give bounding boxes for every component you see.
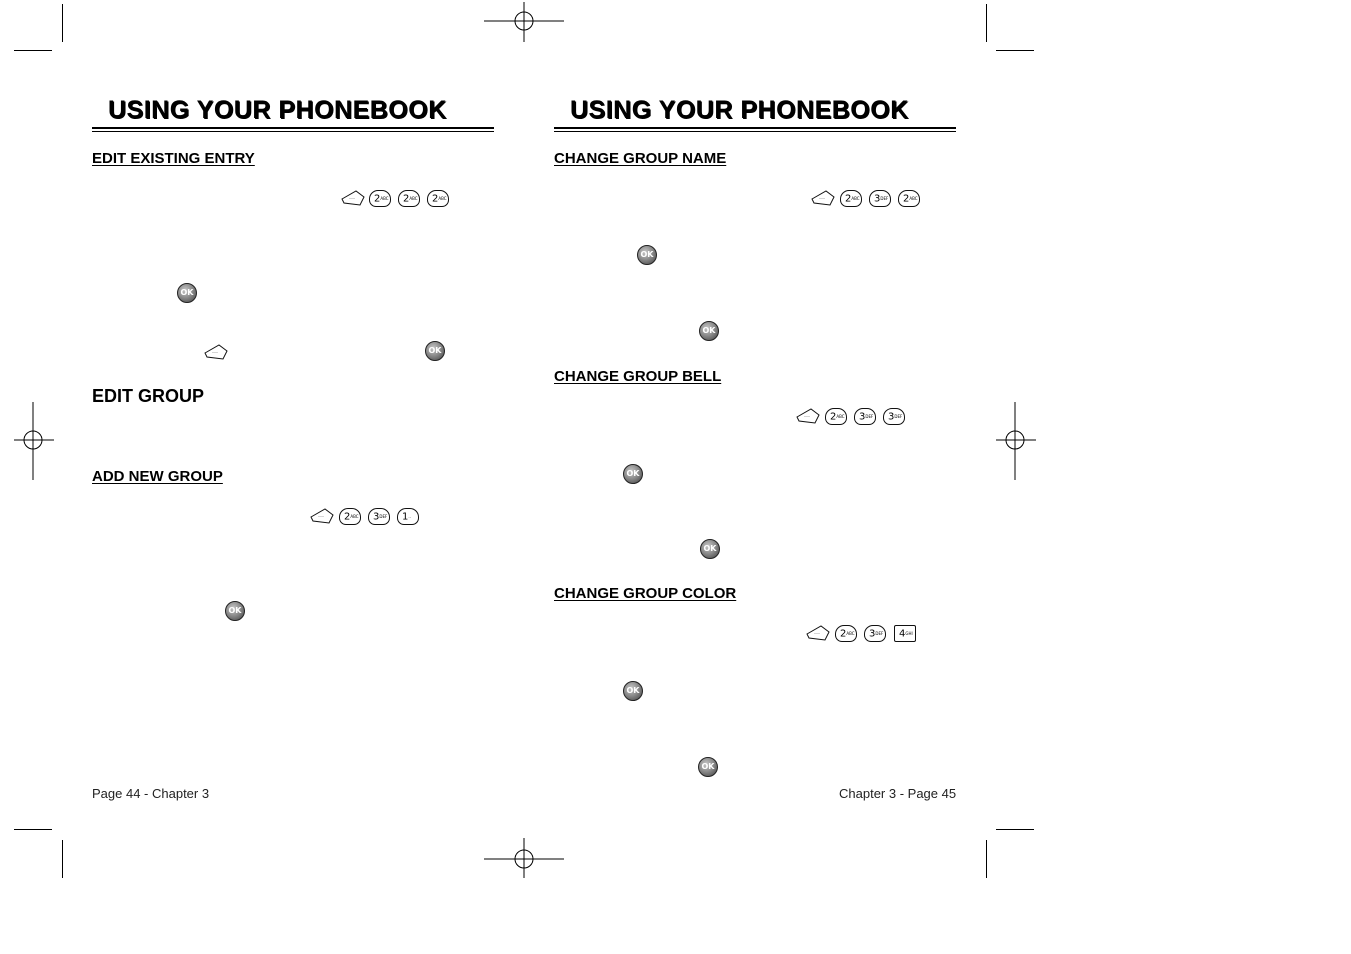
registration-mark-bottom [484, 838, 564, 878]
key-3-icon: 3DEF [854, 408, 876, 425]
svg-text:···: ··· [318, 514, 324, 520]
page-footer: Page 44 - Chapter 3 [92, 786, 210, 801]
menu-softkey-icon [203, 343, 229, 363]
menu-softkey-icon [340, 189, 366, 209]
key-3-icon: 3DEF [869, 190, 891, 207]
svg-text:···: ··· [814, 631, 820, 637]
ok-key-icon: OK [623, 464, 643, 484]
page-title: USING YOUR PHONEBOOK [108, 96, 447, 124]
section-heading-change-group-bell: CHANGE GROUP BELL [554, 368, 722, 385]
section-heading-change-group-name: CHANGE GROUP NAME [554, 150, 727, 167]
key-2-icon: 2ABC [825, 408, 847, 425]
menu-softkey-icon [795, 407, 821, 427]
key-2-icon: 2ABC [840, 190, 862, 207]
registration-mark-left [14, 402, 54, 480]
registration-mark-top [484, 2, 564, 42]
svg-text:···: ··· [819, 196, 825, 202]
key-3-icon: 3DEF [368, 508, 390, 525]
key-2-icon: 2ABC [369, 190, 391, 207]
svg-text:···: ··· [349, 196, 355, 202]
menu-softkey-icon [805, 624, 831, 644]
key-2-icon: 2ABC [398, 190, 420, 207]
section-heading-add-new-group: ADD NEW GROUP [92, 468, 223, 485]
ok-key-icon: OK [425, 341, 445, 361]
key-2-icon: 2ABC [898, 190, 920, 207]
key-3-icon: 3DEF [864, 625, 886, 642]
ok-key-icon: OK [700, 539, 720, 559]
ok-key-icon: OK [177, 283, 197, 303]
key-4-icon: 4GHI [894, 625, 916, 642]
ok-key-icon: OK [225, 601, 245, 621]
section-heading-edit-group: EDIT GROUP [92, 386, 205, 406]
key-2-icon: 2ABC [835, 625, 857, 642]
key-2-icon: 2ABC [427, 190, 449, 207]
ok-key-icon: OK [698, 757, 718, 777]
page-footer: Chapter 3 - Page 45 [839, 786, 957, 801]
ok-key-icon: OK [637, 245, 657, 265]
section-heading-edit-existing-entry: EDIT EXISTING ENTRY [92, 150, 255, 167]
menu-softkey-icon [810, 189, 836, 209]
ok-key-icon: OK [699, 321, 719, 341]
svg-text:···: ··· [804, 414, 810, 420]
key-3-icon: 3DEF [883, 408, 905, 425]
ok-key-icon: OK [623, 681, 643, 701]
svg-text:···: ··· [212, 350, 218, 356]
section-heading-change-group-color: CHANGE GROUP COLOR [554, 585, 737, 602]
registration-mark-right [996, 402, 1036, 480]
menu-softkey-icon [309, 507, 335, 527]
page-title: USING YOUR PHONEBOOK [570, 96, 909, 124]
key-1-icon: 1.. [397, 508, 419, 525]
key-2-icon: 2ABC [339, 508, 361, 525]
